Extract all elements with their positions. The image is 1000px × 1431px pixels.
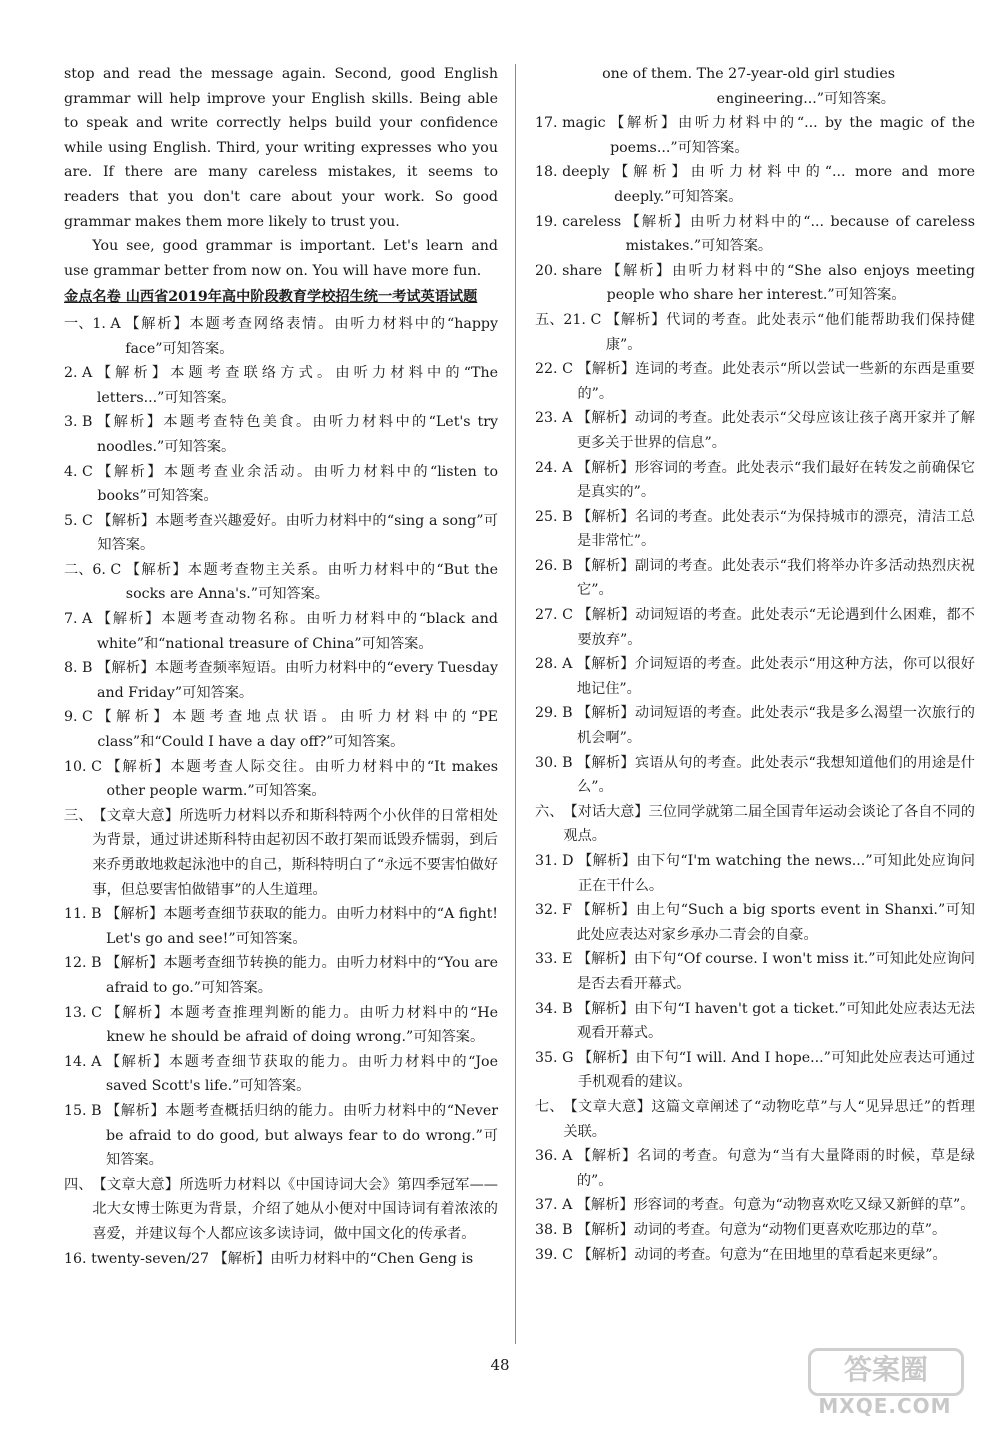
answer-number: 18. deeply: [535, 164, 615, 181]
answer-item: [535, 210, 975, 259]
continued-answer-text: one of them. The 27-year-old girl studies engineering...”可知答案。: [602, 66, 895, 107]
right-column: [535, 62, 975, 1267]
answer-explanation: 【解析】形容词的考查。此处表示“我们最好在转发之前确保它是真实的”。: [576, 459, 975, 501]
answer-item: [64, 1050, 498, 1099]
answer-number: 六、: [535, 803, 564, 820]
answer-item: [535, 308, 975, 357]
answer-number: 25. B: [535, 508, 578, 525]
answer-number: 2. A: [64, 365, 97, 382]
answer-number: 4. C: [64, 463, 98, 480]
page-number: 48: [490, 1356, 510, 1374]
intro-paragraph-1: stop and read the message again. Second, good English grammar will help improve your English skills. Being able to speak and write correctly helps build your confidence while using English. Third, your writing expresses who you are. If there are many careless mistakes, it seems to readers that you don't care about your work. So good grammar makes them more likely to trust you.: [64, 66, 498, 230]
answer-explanation: 【文章大意】所选听力材料以《中国诗词大会》第四季冠军——北大女博士陈更为背景，介绍了她从小便对中国诗词有着浓浓的喜爱，并建议每个人都应该多读诗词，做中国文化的传承者。: [92, 1176, 498, 1242]
answer-number: 26. B: [535, 557, 578, 574]
answer-explanation: 【解析】介词短语的考查。此处表示“用这种方法，你可以很好地记住”。: [576, 656, 975, 697]
intro-paragraph-2: You see, good grammar is important. Let's learn and use grammar better from now on. You will have more fun.: [64, 238, 498, 279]
answer-item: [535, 800, 975, 849]
answer-explanation: 【文章大意】这篇文章阐述了“动物吃草”与人“见异思迁”的哲理关联。: [563, 1098, 975, 1140]
answer-explanation: 【解析】本题考查物主关系。由听力材料中的“But the socks are Anna's.”可知答案。: [125, 561, 498, 603]
left-answer-list: [64, 312, 498, 1271]
answer-explanation: 【解析】由下句“I'm watching the news...”可知此处应询问正在干什么。: [577, 853, 975, 894]
answer-item: [535, 1243, 975, 1268]
answer-item: [535, 1046, 975, 1095]
answer-explanation: 【解析】由上句“Such a big sports event in Shanxi.”可知此处应表达对家乡承办二青会的自豪。: [576, 902, 975, 943]
exam-section-title: 金点名卷 山西省2019年高中阶段教育学校招生统一考试英语试题: [64, 289, 478, 306]
answer-item: [535, 1218, 975, 1243]
answer-item: [535, 259, 975, 308]
answer-explanation: 【解析】由听力材料中的“... more and more deeply.”可知答案。: [614, 164, 975, 205]
answer-number: 35. G: [535, 1049, 578, 1066]
answer-explanation: 【解析】副词的考查。此处表示“我们将举办许多活动热烈庆祝它”。: [577, 557, 975, 599]
answer-explanation: 【解析】本题考查细节获取的能力。由听力材料中的“A fight! Let's go and see!”可知答案。: [106, 906, 498, 947]
left-column: [64, 62, 498, 1271]
answer-number: 33. E: [535, 951, 577, 968]
answer-explanation: 【解析】由听力材料中的“She also enjoys meeting people who share her interest.”可知答案。: [606, 262, 975, 304]
answer-item: [535, 997, 975, 1046]
answer-item: [64, 312, 498, 361]
answer-number: 30. B: [535, 754, 578, 771]
answer-number: 15. B: [64, 1102, 107, 1119]
answer-explanation: 【解析】本题考查兴趣爱好。由听力材料中的“sing a song”可知答案。: [97, 512, 498, 554]
answer-number: 13. C: [64, 1004, 107, 1021]
answer-explanation: 【解析】动词的考查。句意为“动物们更喜欢吃那边的草”。: [577, 1221, 947, 1238]
answer-number: 3. B: [64, 414, 97, 431]
answer-explanation: 【解析】代词的考查。此处表示“他们能帮助我们保持健康”。: [605, 311, 975, 353]
answer-number: 37. A: [535, 1197, 577, 1214]
answer-number: 9. C: [64, 709, 98, 726]
answer-number: 11. B: [64, 906, 107, 923]
answer-explanation: 【解析】本题考查网络表情。由听力材料中的“happy face”可知答案。: [125, 315, 498, 357]
answer-number: 三、: [64, 807, 93, 824]
answer-item: [535, 947, 975, 996]
answer-explanation: 【解析】本题考查地点状语。由听力材料中的“PE class”和“Could I have a day off?”可知答案。: [97, 709, 498, 751]
answer-item: [64, 656, 498, 705]
answer-explanation: 【解析】宾语从句的考查。此处表示“我想知道他们的用途是什么”。: [577, 754, 975, 796]
answer-item: [535, 111, 975, 160]
answer-explanation: 【解析】连词的考查。此处表示“所以尝试一些新的东西是重要的”。: [577, 361, 975, 402]
answer-item: [64, 804, 498, 902]
answer-item: [64, 1001, 498, 1050]
answer-item: [535, 603, 975, 652]
answer-explanation: 【解析】形容词的考查。句意为“动物喜欢吃又绿又新鲜的草”。: [576, 1197, 975, 1214]
answer-explanation: 【解析】动词短语的考查。此处表示“无论遇到什么困难，都不要放弃”。: [577, 607, 975, 648]
column-divider: [515, 64, 516, 1344]
answer-number: 31. D: [535, 853, 578, 869]
watermark-bottom-text: MXQE.COM: [818, 1394, 952, 1418]
answer-number: 14. A: [64, 1053, 106, 1070]
answer-number: 12. B: [64, 955, 107, 972]
answer-item: [64, 558, 498, 607]
answer-item: [64, 1099, 498, 1173]
answer-number: 一、1. A: [64, 315, 126, 332]
answer-number: 32. F: [535, 902, 577, 919]
answer-item: [64, 951, 498, 1000]
answer-item: [64, 410, 498, 459]
answer-explanation: 【解析】本题考查业余活动。由听力材料中的“listen to books”可知答案。: [97, 463, 498, 505]
answer-explanation: 【解析】本题考查推理判断的能力。由听力材料中的“He knew he should be afraid of doing wrong.”可知答案。: [106, 1004, 498, 1046]
answer-item: [64, 902, 498, 951]
answer-item: [535, 652, 975, 701]
answer-explanation: 【解析】由听力材料中的“... because of careless mistakes.”可知答案。: [625, 213, 975, 255]
answer-explanation: 【解析】本题考查动物名称。由听力材料中的“black and white”和“national treasure of China”可知答案。: [96, 611, 498, 652]
answer-item: [535, 849, 975, 898]
answer-item: [64, 755, 498, 804]
answer-item: [535, 160, 975, 209]
answer-item: [535, 1144, 975, 1193]
answer-item: [535, 751, 975, 800]
answer-number: 20. share: [535, 262, 607, 279]
answer-explanation: 【解析】动词的考查。此处表示“父母应该让孩子离开家并了解更多关于世界的信息”。: [576, 410, 975, 451]
answer-explanation: 【解析】名词的考查。此处表示“为保持城市的漂亮，清洁工总是非常忙”。: [577, 508, 975, 550]
answer-number: 四、: [64, 1176, 93, 1193]
answer-item: [535, 456, 975, 505]
answer-item: [64, 1173, 498, 1247]
answer-number: 27. C: [535, 607, 578, 624]
answer-number: 36. A: [535, 1148, 577, 1165]
answer-explanation: 【解析】本题考查频率短语。由听力材料中的“every Tuesday and Friday”可知答案。: [96, 660, 498, 701]
answer-item: [64, 509, 498, 558]
answer-explanation: 【解析】由下句“I haven't got a ticket.”可知此处应表达无法观看开幕式。: [577, 1000, 975, 1042]
answer-number: 二、6. C: [64, 561, 126, 578]
answer-explanation: 【解析】本题考查概括归纳的能力。由听力材料中的“Never be afraid to do good, but always fear to do wrong.”可知答案。: [106, 1102, 498, 1169]
answer-item: [535, 1095, 975, 1144]
answer-number: 7. A: [64, 611, 97, 628]
answer-explanation: 【解析】本题考查人际交往。由听力材料中的“It makes other people warm.”可知答案。: [106, 758, 498, 800]
answer-explanation: 【解析】动词的考查。句意为“在田地里的草看起来更绿”。: [577, 1246, 947, 1263]
answer-item: [64, 705, 498, 754]
answer-number: 10. C: [64, 758, 107, 775]
answer-explanation: 【文章大意】所选听力材料以乔和斯科特两个小伙伴的日常相处为背景，通过讲述斯科特由起初因不敢打架而诋毁乔懦弱，到后来乔勇敢地救起泳池中的自己，斯科特明白了“永远不要害怕做好事，但总要害怕做错事”的人生道理。: [92, 807, 498, 898]
answer-explanation: 【对话大意】三位同学就第二届全国青年运动会谈论了各自不同的观点。: [563, 803, 975, 845]
answer-number: 16. twenty-seven/27: [64, 1250, 214, 1267]
answer-number: 19. careless: [535, 213, 626, 230]
answer-number: 28. A: [535, 656, 577, 673]
answer-item: [64, 361, 498, 410]
answer-explanation: 【解析】由听力材料中的“... by the magic of the poems...”可知答案。: [610, 115, 975, 156]
answer-number: 38. B: [535, 1221, 578, 1238]
answer-number: 24. A: [535, 459, 577, 476]
answer-number: 17. magic: [535, 115, 611, 132]
answer-item: [535, 505, 975, 554]
answer-explanation: 【解析】本题考查特色美食。由听力材料中的“Let's try noodles.”可知答案。: [96, 414, 498, 455]
watermark-top-text: 答案圈: [808, 1348, 964, 1396]
answer-explanation: 【解析】由下句“Of course. I won't miss it.”可知此处应询问是否去看开幕式。: [576, 951, 975, 992]
answer-explanation: 【解析】由下句“I will. And I hope...”可知此处应表达可通过手机观看的建议。: [577, 1049, 975, 1091]
answer-number: 34. B: [535, 1000, 578, 1017]
answer-item: [535, 554, 975, 603]
answer-explanation: 【解析】名词的考查。句意为“当有大量降雨的时候，草是绿的”。: [576, 1148, 975, 1189]
answer-explanation: 【解析】动词短语的考查。此处表示“我是多么渴望一次旅行的机会啊”。: [577, 705, 975, 747]
answer-explanation: 【解析】本题考查联络方式。由听力材料中的“The letters...”可知答案。: [96, 365, 498, 406]
answer-number: 七、: [535, 1098, 564, 1115]
answer-item: [535, 406, 975, 455]
answer-item: [535, 1193, 975, 1218]
answer-number: 5. C: [64, 512, 98, 529]
answer-number: 39. C: [535, 1246, 578, 1263]
answer-item: [64, 1247, 498, 1272]
answer-explanation: 【解析】本题考查细节转换的能力。由听力材料中的“You are afraid to go.”可知答案。: [106, 955, 498, 996]
watermark-logo: [790, 1348, 980, 1420]
answer-item: [535, 898, 975, 947]
answer-explanation: 【解析】由听力材料中的“Chen Geng is: [213, 1250, 474, 1267]
answer-item: [535, 701, 975, 750]
answer-item: [64, 607, 498, 656]
answer-explanation: 【解析】本题考查细节获取的能力。由听力材料中的“Joe saved Scott's life.”可知答案。: [105, 1053, 498, 1095]
answer-item: [64, 460, 498, 509]
answer-number: 8. B: [64, 660, 97, 677]
right-answer-list: [535, 111, 975, 1267]
answer-number: 五、21. C: [535, 311, 606, 328]
answer-number: 23. A: [535, 410, 577, 427]
answer-number: 22. C: [535, 361, 578, 378]
answer-number: 29. B: [535, 705, 578, 722]
answer-item: [535, 357, 975, 406]
